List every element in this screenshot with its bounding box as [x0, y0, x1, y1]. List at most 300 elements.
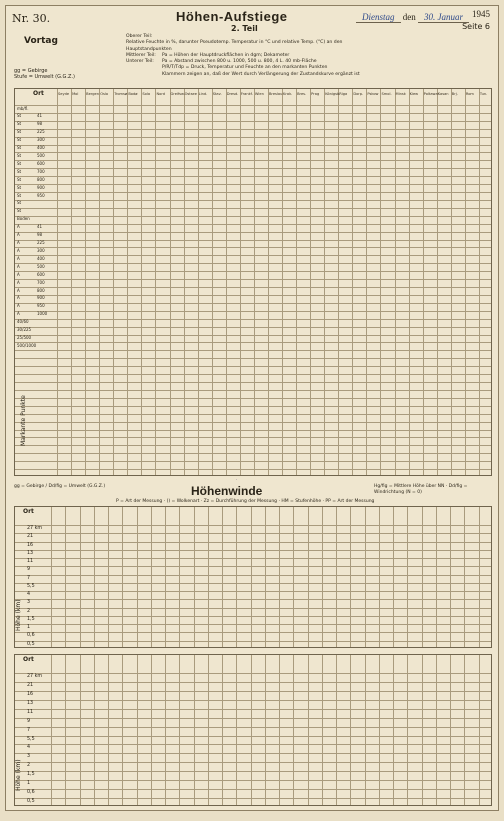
grid-line [15, 121, 491, 122]
grid-line [151, 655, 152, 805]
grid-line [15, 145, 491, 146]
grid-line [15, 599, 491, 600]
wind-level-label: 2 [27, 763, 31, 769]
grid-line [137, 507, 138, 647]
grid-line [15, 247, 491, 248]
wind-level-label: 16 [27, 542, 34, 548]
page-label: Seite 6 [462, 22, 490, 31]
row-height: 300 [37, 247, 45, 253]
grid-line [208, 507, 209, 647]
legend-key: Unterer Teil: [126, 59, 154, 65]
grid-line [15, 453, 491, 454]
column-header: Stav. [212, 92, 222, 96]
grid-line [15, 327, 491, 328]
grid-line [423, 89, 424, 475]
wind-level-label: 0,6 [27, 633, 35, 639]
row-label: St [17, 113, 22, 119]
grid-line [236, 507, 237, 647]
row-height: 900 [37, 184, 45, 190]
grid-line [85, 89, 86, 475]
wind-level-label: 5,5 [27, 736, 35, 742]
grid-line [296, 89, 297, 475]
grid-line [15, 255, 491, 256]
grid-line [15, 303, 491, 304]
grid-line [15, 624, 491, 625]
grid-line [15, 469, 491, 470]
wind-level-label: 1,5 [27, 772, 35, 778]
ort-label: Ort [33, 90, 44, 97]
grid-line [450, 507, 451, 647]
grid-line [99, 89, 100, 475]
legend-row [126, 72, 376, 78]
legend-value: Pa = Abstand zwischen 800 u. 1000, 500 u. 800, 4 L. 40 mb-Fläche [162, 59, 317, 65]
grid-line [322, 655, 323, 805]
grid-line [122, 655, 123, 805]
grid-line [15, 798, 491, 799]
grid-line [293, 507, 294, 647]
wind-level-label: 27 km [27, 526, 43, 531]
grid-line [407, 655, 408, 805]
row-height: 98 [37, 121, 43, 127]
grid-line [15, 550, 491, 551]
wind-table-2 [14, 654, 492, 806]
row-height: 41 [37, 113, 43, 119]
grid-line [15, 105, 491, 106]
row-height: 700 [37, 279, 45, 285]
grid-line [94, 655, 95, 805]
column-header: Kiew [409, 92, 419, 96]
row-label: 500/1000 [17, 342, 37, 348]
vortag-label: Vortag [24, 36, 58, 46]
column-header: Dresd. [226, 92, 239, 96]
grid-line [113, 89, 114, 475]
grid-line [265, 507, 266, 647]
row-label: A [17, 311, 20, 317]
sheet-header [6, 6, 498, 86]
grid-line [407, 507, 408, 647]
grid-line [451, 89, 452, 475]
column-header: Smol. [381, 92, 392, 96]
grid-line [15, 727, 491, 728]
grid-line [15, 311, 491, 312]
legend-value: Pa = Höhen der Hauptdruckflächen in dgm; Dekameter [162, 52, 290, 58]
grid-line [122, 507, 123, 647]
grid-line [15, 591, 491, 592]
grid-line [15, 263, 491, 264]
grid-line [15, 780, 491, 781]
row-label: St [17, 160, 22, 166]
wind-level-label: 5,5 [27, 583, 35, 589]
row-label: St [17, 145, 22, 151]
grid-line [350, 655, 351, 805]
wind-level-label: 1 [27, 781, 31, 787]
grid-line [279, 507, 280, 647]
wind-right-note: Hg/fig = Mittlere Höhe über NN · Dd/fig = Windrichtung (N = 0) [374, 484, 468, 495]
wind-level-label: 3 [27, 754, 31, 760]
grid-line [15, 414, 491, 415]
row-height: 98 [37, 232, 43, 238]
wind-level-label: 21 [27, 682, 34, 688]
grid-line [15, 753, 491, 754]
row-label: 40/60 [17, 319, 29, 325]
wind-level-label: 0,5 [27, 799, 35, 805]
column-header: Lind. [198, 92, 208, 96]
grid-line [15, 160, 491, 161]
grid-line [108, 507, 109, 647]
row-label: St [17, 137, 22, 143]
grid-line [422, 655, 423, 805]
grid-line [365, 655, 366, 805]
grid-line [15, 176, 491, 177]
grid-line [15, 319, 491, 320]
grid-line [151, 507, 152, 647]
row-height: 1000 [37, 311, 48, 317]
grid-line [15, 374, 491, 375]
grid-line [15, 224, 491, 225]
row-height: 400 [37, 255, 45, 261]
wind-level-label: 27 km [27, 674, 43, 679]
grid-line [308, 507, 309, 647]
row-height: 700 [37, 168, 45, 174]
left-note-1: gg = Gebirge [14, 68, 48, 74]
grid-line [15, 342, 491, 343]
row-height: 600 [37, 160, 45, 166]
column-header: Ostsee [184, 92, 197, 96]
grid-line [265, 655, 266, 805]
grid-line [127, 89, 128, 475]
grid-line [464, 507, 465, 647]
row-label: St [17, 152, 22, 158]
grid-line [251, 507, 252, 647]
row-label: St [17, 208, 22, 214]
grid-line [15, 566, 491, 567]
row-height: 600 [37, 271, 45, 277]
wind-level-label: 3 [27, 600, 31, 606]
grid-line [15, 542, 491, 543]
grid-line [293, 655, 294, 805]
left-note-2: Stufe = Umwelt (G.G.Z.) [14, 74, 75, 80]
grid-line [15, 744, 491, 745]
grid-line [15, 192, 491, 193]
grid-line [15, 271, 491, 272]
grid-line [465, 89, 466, 475]
row-label: St [17, 129, 22, 135]
date-handwritten: 30. Januar [418, 12, 469, 23]
row-label: St [17, 200, 22, 206]
grid-line [51, 655, 52, 805]
column-header: Königsb. [325, 92, 341, 96]
legend-key: Oberer Teil: [126, 34, 153, 39]
grid-line [179, 507, 180, 647]
grid-line [336, 507, 337, 647]
row-height: 225 [37, 240, 45, 246]
row-label: A [17, 263, 20, 269]
row-height: 500 [37, 152, 45, 158]
grid-line [80, 655, 81, 805]
grid-line [479, 655, 480, 805]
grid-line [94, 507, 95, 647]
column-header: Rom [465, 92, 474, 96]
grid-line [222, 507, 223, 647]
legend-value: Relative Feuchte in %, darunter Pseudotemp. Temperatur in °C und relative Temp. (°C) an den Hauptstandpunkten [126, 40, 343, 52]
wind-level-label: 16 [27, 691, 34, 697]
grid-line [137, 655, 138, 805]
grid-line [15, 129, 491, 130]
grid-line [15, 673, 491, 674]
row-label: A [17, 255, 20, 261]
grid-line [15, 335, 491, 336]
grid-line [165, 655, 166, 805]
grid-line [322, 507, 323, 647]
grid-line [282, 89, 283, 475]
column-header: Bodø [128, 92, 138, 96]
row-height: 225 [37, 129, 45, 135]
legend-value: Klammern zeigen an, daß der Wert durch Verlängerung der Zustandskurve ergänzt ist [162, 71, 360, 77]
row-label: A [17, 271, 20, 277]
grid-line [393, 507, 394, 647]
grid-line [15, 232, 491, 233]
grid-line [15, 709, 491, 710]
grid-line [379, 507, 380, 647]
grid-line [15, 461, 491, 462]
wind-ort-label-2: Ort [23, 656, 34, 663]
column-header: Bres. [297, 92, 307, 96]
column-header: Nord [156, 92, 166, 96]
column-header: Tun. [479, 92, 488, 96]
row-label: A [17, 303, 20, 309]
grid-line [366, 89, 367, 475]
wind-level-label: 1,5 [27, 616, 35, 622]
row-label: mb/fl. [17, 105, 29, 111]
grid-line [15, 445, 491, 446]
wind-level-label: 11 [27, 559, 34, 565]
grid-line [15, 168, 491, 169]
row-height: 950 [37, 192, 45, 198]
grid-line [15, 430, 491, 431]
grid-line [338, 89, 339, 475]
wind-level-label: 21 [27, 534, 34, 540]
wind-level-label: 9 [27, 718, 31, 724]
grid-line [15, 287, 491, 288]
grid-line [336, 655, 337, 805]
row-label: A [17, 240, 20, 246]
wind-level-label: 2 [27, 608, 31, 614]
grid-line [15, 216, 491, 217]
grid-line [212, 89, 213, 475]
column-header: Bergen [86, 92, 99, 96]
sheet-number: Nr. 30. [12, 12, 51, 25]
column-header: Dorp. [353, 92, 364, 96]
legend-value: P/R/T/Tdp = Druck, Temperatur und Feuchte an den markanten Punkten [162, 65, 328, 71]
grid-line [409, 89, 410, 475]
grid-line [15, 641, 491, 642]
grid-line [15, 575, 491, 576]
grid-line [15, 583, 491, 584]
row-label: A [17, 295, 20, 301]
row-label: St [17, 121, 22, 127]
legend-key: Mittlerer Teil: [126, 52, 156, 58]
wind-table-1 [14, 506, 492, 648]
row-label: A [17, 247, 20, 253]
grid-line [268, 89, 269, 475]
row-label: A [17, 287, 20, 293]
grid-line [436, 507, 437, 647]
row-label: 30/225 [17, 327, 32, 333]
grid-line [15, 533, 491, 534]
grid-line [194, 507, 195, 647]
grid-line [15, 200, 491, 201]
column-header: Pskow [367, 92, 379, 96]
grid-line [15, 632, 491, 633]
column-header: Sola [142, 92, 151, 96]
grid-line [65, 507, 66, 647]
grid-line [15, 789, 491, 790]
grid-line [222, 655, 223, 805]
grid-line [15, 208, 491, 209]
grid-line [395, 89, 396, 475]
grid-line [308, 655, 309, 805]
grid-line [208, 655, 209, 805]
grid-line [393, 655, 394, 805]
row-label: St [17, 176, 22, 182]
row-height: 500 [37, 263, 45, 269]
grid-line [350, 507, 351, 647]
grid-line [155, 89, 156, 475]
column-header: Prag [311, 92, 320, 96]
row-label: St [17, 184, 22, 190]
grid-line [15, 184, 491, 185]
wind-level-label: 0,5 [27, 641, 35, 647]
grid-line [15, 240, 491, 241]
grid-line [15, 525, 491, 526]
wind-level-label: 4 [27, 745, 31, 751]
grid-line [352, 89, 353, 475]
column-header: Kasan [437, 92, 449, 96]
grid-line [15, 616, 491, 617]
grid-line [437, 89, 438, 475]
grid-line [15, 350, 491, 351]
grid-line [15, 358, 491, 359]
grid-line [479, 507, 480, 647]
grid-line [15, 295, 491, 296]
row-label: A [17, 232, 20, 238]
wind-title: Höhenwinde [191, 484, 263, 498]
column-header: Greifsw. [170, 92, 185, 96]
wind-level-label: 1 [27, 625, 31, 631]
wind-ort-label: Ort [23, 508, 34, 515]
grid-line [80, 507, 81, 647]
wind-level-label: 0,6 [27, 790, 35, 796]
grid-line [251, 655, 252, 805]
grid-line [236, 655, 237, 805]
legend-row [126, 34, 376, 53]
sheet-title: Höhen-Aufstiege [176, 9, 288, 24]
grid-line [15, 406, 491, 407]
row-height: 400 [37, 145, 45, 151]
grid-line [198, 89, 199, 475]
weather-sheet [5, 5, 499, 811]
wind-level-label: 13 [27, 700, 34, 706]
column-header: Frankf. [240, 92, 253, 96]
grid-line [65, 655, 66, 805]
sheet-subtitle: 2. Teil [231, 24, 258, 33]
grid-line [194, 655, 195, 805]
grid-line [57, 89, 58, 475]
grid-line [15, 137, 491, 138]
column-header: Tromsø [114, 92, 128, 96]
upper-table [14, 88, 492, 476]
wind-level-label: 11 [27, 709, 34, 715]
wind-level-label: 4 [27, 592, 31, 598]
sheet-date [356, 12, 469, 22]
row-label: A [17, 224, 20, 230]
grid-line [379, 655, 380, 805]
grid-line [15, 558, 491, 559]
row-label: Boden [17, 216, 30, 222]
row-height: 300 [37, 137, 45, 143]
grid-line [165, 507, 166, 647]
grid-line [254, 89, 255, 475]
grid-line [15, 152, 491, 153]
grid-line [15, 437, 491, 438]
row-height: 950 [37, 303, 45, 309]
markante-punkte-label: Markante Punkte [20, 395, 27, 446]
wind-level-label: 7 [27, 727, 31, 733]
row-height: 800 [37, 176, 45, 182]
grid-line [15, 390, 491, 391]
grid-line [170, 89, 171, 475]
grid-line [279, 655, 280, 805]
wind-level-label: 13 [27, 550, 34, 556]
grid-line [464, 655, 465, 805]
column-header: Poltawa [423, 92, 438, 96]
grid-line [15, 682, 491, 683]
row-label: St [17, 168, 22, 174]
column-header: Seyde [58, 92, 70, 96]
grid-line [15, 762, 491, 763]
column-header: Minsk [395, 92, 406, 96]
grid-line [108, 655, 109, 805]
grid-line [15, 608, 491, 609]
row-label: 25/500 [17, 335, 32, 341]
row-height: 900 [37, 295, 45, 301]
grid-line [179, 655, 180, 805]
column-header: Krak. [283, 92, 293, 96]
wind-side-label-2: Höhe (km) [15, 759, 22, 791]
column-header: Riga [339, 92, 348, 96]
grid-line [15, 771, 491, 772]
column-header: Oslo [100, 92, 109, 96]
archive-stamp: · [236, 478, 238, 483]
grid-line [71, 89, 72, 475]
row-height: 800 [37, 287, 45, 293]
grid-line [184, 89, 185, 475]
row-label: St [17, 192, 22, 198]
grid-line [15, 382, 491, 383]
grid-line [324, 89, 325, 475]
grid-line [240, 89, 241, 475]
grid-line [15, 691, 491, 692]
wind-side-label: Höhe (km) [15, 599, 22, 631]
grid-line [15, 113, 491, 114]
sheet-year: 1945 [472, 9, 490, 19]
grid-line [310, 89, 311, 475]
row-height: 41 [37, 224, 43, 230]
wind-level-label: 9 [27, 567, 31, 573]
grid-line [15, 700, 491, 701]
grid-line [15, 279, 491, 280]
column-header: Mol [72, 92, 79, 96]
